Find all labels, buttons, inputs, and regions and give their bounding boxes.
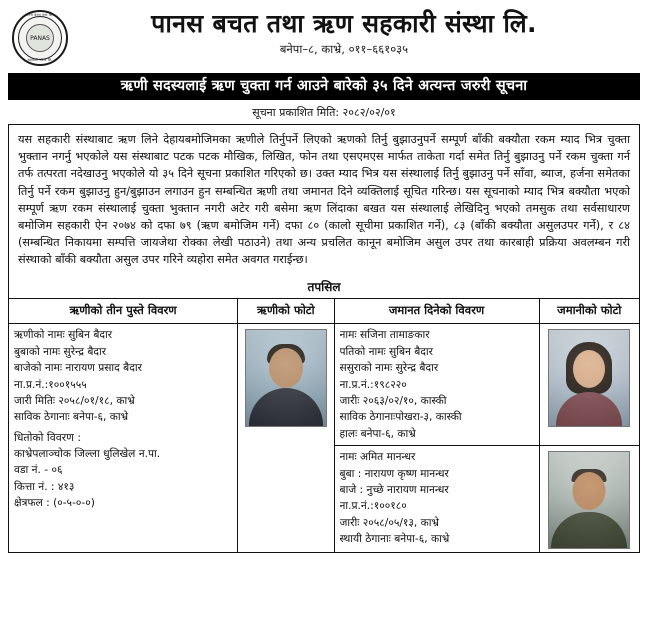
organization-address: बनेपा–८, काभ्रे, ०११–६६१०३५ xyxy=(279,42,409,57)
tapsil-heading: तपसिल xyxy=(8,275,640,298)
guarantor1-issue-date: जारीः २०६३/०२/१०, कास्की xyxy=(339,395,447,407)
guarantor1-husband-name: पतिको नामः सुबिन बैदार xyxy=(339,345,433,358)
borrower-address: साविक ठेगानाः बनेपा-६, काभ्रे xyxy=(14,411,129,424)
guarantor1-current-address: हालः बनेपा-६, काभ्रे xyxy=(339,427,416,440)
guarantor2-grandfather-name: बाजे : नुच्छे नारायण मानन्धर xyxy=(339,484,449,497)
guarantor2-father-name: बुबा : नारायण कृष्ण मानन्धर xyxy=(339,467,449,480)
collateral-area: क्षेत्रफल : (०-५-०-०) xyxy=(14,497,95,510)
borrower-photo xyxy=(245,329,327,427)
table-header-row xyxy=(9,299,640,324)
collateral-heading: धितोको विवरण : xyxy=(14,430,82,444)
guarantor1-citizenship-number: ना.प्र.नं.:१९८२२० xyxy=(339,378,407,391)
logo-top-text: पानस बचत तथा ऋण xyxy=(25,12,55,17)
guarantor2-photo-cell xyxy=(539,446,640,553)
guarantor2-citizenship-number: ना.प्र.नं.:१००१८० xyxy=(339,500,407,513)
logo-core-text: PANAS xyxy=(30,34,50,42)
guarantor1-father-in-law-name: ससुराको नामः सुरेन्द्र बैदार xyxy=(339,362,439,375)
collateral-ward: वडा नं. - ०६ xyxy=(14,464,63,477)
publish-date: सूचना प्रकाशित मिति: २०८२/०२/०१ xyxy=(252,106,396,120)
collateral-plot-number: कित्ता नं. : ४१३ xyxy=(14,480,75,493)
borrower-details-cell xyxy=(9,324,238,553)
guarantor1-details-cell xyxy=(334,324,539,446)
guarantor2-permanent-address: स्थायी ठेगानाः बनेपा-६, काभ्रे xyxy=(339,533,450,546)
borrower-father-name: बुबाको नामः सुरेन्द्र बैदार xyxy=(14,345,107,358)
guarantor2-details-cell xyxy=(334,446,539,553)
document-header xyxy=(8,6,640,66)
organization-logo-icon xyxy=(12,10,68,66)
guarantor2-name: नामः अमित मानन्धर xyxy=(339,451,416,464)
guarantor2-issue-date: जारीः २०५८/०५/१३, काभ्रे xyxy=(339,516,439,529)
header-borrower-photo: ऋणीको फोटो xyxy=(238,299,334,324)
header-borrower-details: ऋणीको तीन पुस्ते विवरण xyxy=(9,299,238,324)
header-guarantor-details: जमानत दिनेको विवरण xyxy=(334,299,539,324)
borrower-citizenship-number: ना.प्र.नं.:१००१५५५ xyxy=(14,378,87,391)
borrower-name: ऋणीको नामः सुबिन बैदार xyxy=(14,329,113,342)
notice-paragraph: यस सहकारी संस्थाबाट ऋण लिने देहायबमोजिमका ऋणीले तिर्नुपर्ने लिएको ऋणको तिर्नु बुझाउनुपर्ने सम्पूर्ण बाँकी बक्यौता रकम म्याद भित्र चुक्ता भुक्तान नगर्नु भएकोले यस संस्थाबाट पटक पटक मौखिक, लिखित, फोन तथा एसएमएस मार्फत ताकेता गर्दा समेत तिर्नु बुझाउनु पर्ने रकम चुक्ता गर्न तर्फ तत्परता नदेखाउनु भएकोले यो ३५ दिने सूचना प्रकाशित गरिएको छ। उक्त म्याद भित्र यस संस्थालाई तिर्नु बुझाउनु पर्ने साँवा, ब्याज, हर्जना समेतका तिर्नु पर्ने रकम बुझाउनु हुन/बुझाउन लगाउन हुन सम्बन्धित ऋणी तथा जमानत दिने व्यक्तिलाई सूचित गरिन्छ। यस सूचनाको म्याद भित्र बक्यौता भएको सम्पूर्ण ऋण रकम संस्थालाई चुक्ता भुक्तान नगरी अटेर गरी बसेमा ऋण लिंदाका बखत यस संस्थालाई लेखिदिनु भएको तमसुक तथा सर्वसाधारण बमोजिम सहकारी ऐन २०७४ को दफा ७९ (ऋण बमोजिम गर्ने) दफा ८० (कालो सूचीमा प्रकाशित गर्ने), ८३ (बाँकी बक्यौता असुलउपर गर्ने), र ८४ (सम्बन्धित निकायमा सम्पत्ति जायजेथा रोक्का लेखी पठाउने) तथा अन्य प्रचलित कानून बमोजिम असुल उपर तथा कारबाही प्रक्रिया अवलम्बन गरी संस्थाको बाँकी बक्यौता असुल उपर गरिने व्यहोरा समेत अवगत गराईन्छ। xyxy=(18,133,630,267)
borrower-issue-date: जारी मितिः २०५८/०१/१८, काभ्रे xyxy=(14,395,135,407)
guarantor2-photo xyxy=(548,451,630,549)
details-table xyxy=(8,298,640,553)
guarantor1-photo xyxy=(548,329,630,427)
table-row xyxy=(9,324,640,446)
guarantor1-name: नामः सजिना तामाङकार xyxy=(339,329,430,342)
borrower-photo-cell xyxy=(238,324,334,553)
header-guarantor-photo: जमानीको फोटो xyxy=(539,299,640,324)
guarantor1-permanent-address: साविक ठेगानाःपोखरा-३, कास्की xyxy=(339,411,462,424)
notice-body xyxy=(8,124,640,275)
organization-title: पानस बचत तथा ऋण सहकारी संस्था लि. xyxy=(151,9,537,38)
borrower-grandfather-name: बाजेको नामः नारायण प्रसाद बैदार xyxy=(14,362,142,375)
guarantor1-photo-cell xyxy=(539,324,640,446)
logo-bottom-text: सहकारी संस्था लि. xyxy=(27,58,53,63)
collateral-municipality: काभ्रेपलाञ्चोक जिल्ला धुलिखेल न.पा. xyxy=(14,448,161,461)
notice-title-banner: ऋणी सदस्यलाई ऋण चुक्ता गर्न आउने बारेको ३५ दिने अत्यन्त जरुरी सूचना xyxy=(8,73,640,100)
